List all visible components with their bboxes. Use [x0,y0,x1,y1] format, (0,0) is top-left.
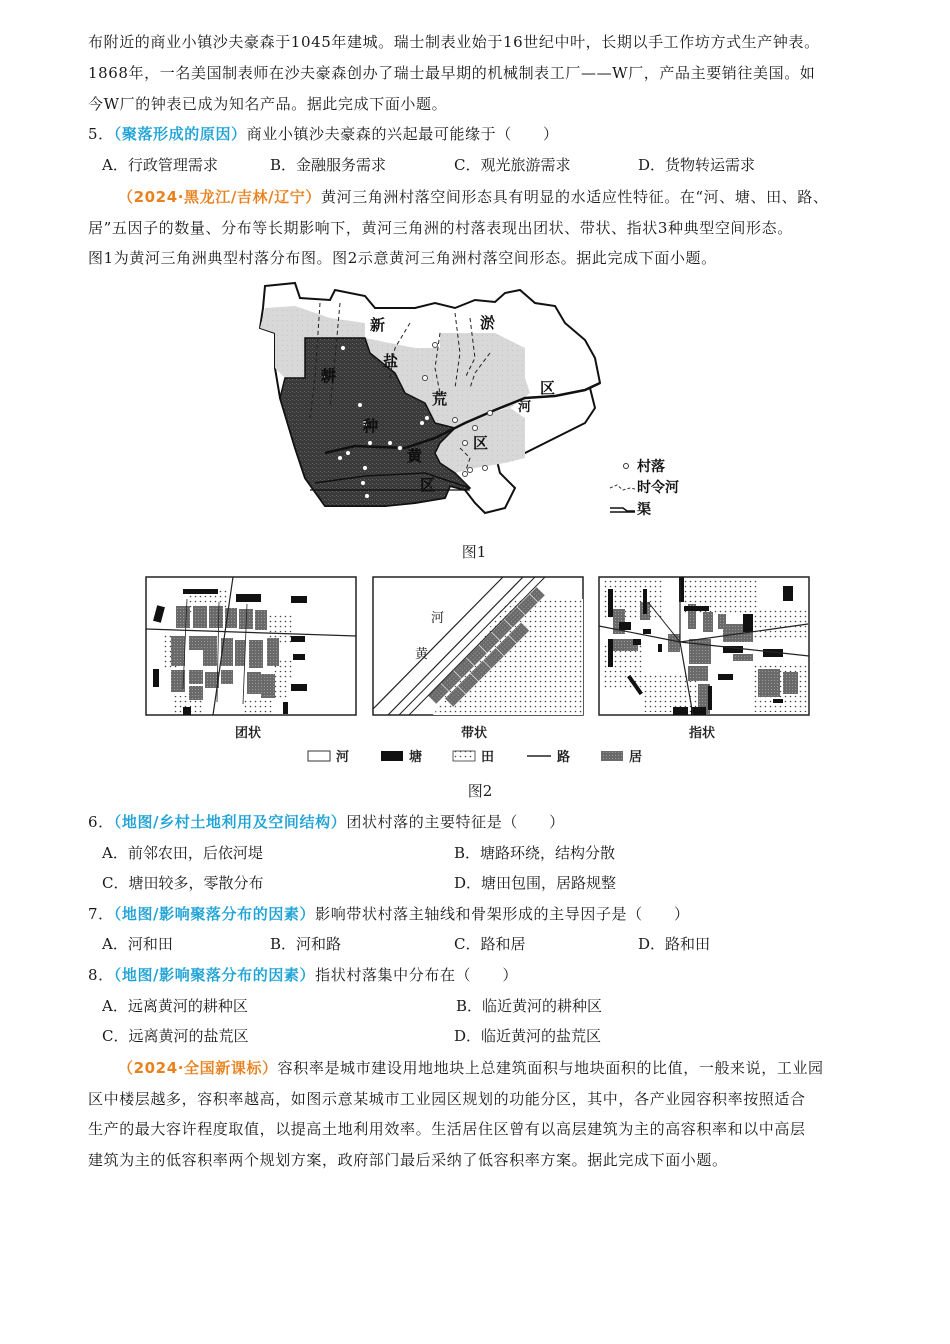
question-stem: 影响带状村落主轴线和骨架形成的主导因子是（ ） [315,905,690,923]
passage2-line-2: 居”五因子的数量、分布等长期影响下，黄河三角洲的村落表现出团状、带状、指状3种典型空间形态。 [88,219,793,237]
map-label-xin: 新 [370,316,386,334]
legend-seasonal-river: 时令河 [637,480,679,496]
map-label-qu1: 区 [540,379,556,397]
q5-option-b[interactable]: B．金融服务需求 [270,156,387,174]
intro-line-1: 布附近的商业小镇沙夫豪森于1045年建城。瑞士制表业始于16世纪中叶，长期以手工作坊方式生产钟表。 [88,33,820,51]
q8-option-b[interactable]: B．临近黄河的耕种区 [456,997,603,1015]
intro-line-2: 1868年，一名美国制表师在沙夫豪森创办了瑞士最早期的机械制表工厂——W厂，产品主要销往美国。如 [88,64,816,82]
q7-option-d[interactable]: D．路和田 [638,935,711,953]
legend-village: 村落 [637,459,665,475]
map-label-huang: 黄 [407,447,423,465]
figure1-caption: 图1 [461,543,487,561]
legend-river: 河 [336,750,350,765]
passage2-line-3: 图1为黄河三角洲典型村落分布图。图2示意黄河三角洲村落空间形态。据此完成下面小题。 [88,249,717,267]
question-stem: 团状村落的主要特征是（ ） [346,813,565,831]
source-tag: （2024·全国新课标） [118,1059,278,1077]
map-label-geng: 耕 [321,367,337,385]
passage3-line-3: 生产的最大容许程度取值，以提高土地利用效率。生活居住区曾有以高层建筑为主的高容积率和以中高层 [88,1120,806,1138]
map-label-qu2: 区 [473,434,489,452]
question-tag: （地图/影响聚落分布的因素） [113,966,316,984]
source-tag: （2024·黑龙江/吉林/辽宁） [118,188,322,206]
question-7 [88,904,690,924]
panel2-label-river: 河 [431,611,445,626]
q7-option-b[interactable]: B．河和路 [270,935,342,953]
question-tag: （地图/影响聚落分布的因素） [113,905,316,923]
question-number: 7． [88,905,114,923]
map-label-zhong: 种 [363,417,379,435]
question-6 [88,812,565,832]
question-number: 5． [88,125,114,143]
figure1-map [255,278,705,528]
q6-option-b[interactable]: B．塘路环绕，结构分散 [454,844,616,862]
passage-text: 容积率是城市建设用地地块上总建筑面积与地块面积的比值，一般来说，工业园 [277,1059,824,1077]
passage3-line-1 [118,1058,824,1078]
figure1-legend [610,458,679,518]
question-tag: （地图/乡村土地利用及空间结构） [113,813,347,831]
panel-clustered [146,577,356,715]
legend-road: 路 [557,750,571,765]
map-label-yan: 盐 [383,352,399,370]
panel-label-finger: 指状 [689,726,716,741]
q8-option-d[interactable]: D．临近黄河的盐荒区 [454,1027,602,1045]
panel2-label-yellow: 黄 [415,647,429,662]
question-tag: （聚落形成的原因） [113,125,247,143]
legend-pond: 塘 [409,750,423,765]
figure2-legend [308,749,642,765]
question-stem: 商业小镇沙夫豪森的兴起最可能缘于（ ） [246,125,559,143]
q7-option-c[interactable]: C．路和居 [454,935,526,953]
legend-field: 田 [481,750,495,765]
panel-label-linear: 带状 [461,726,488,741]
q5-option-a[interactable]: A．行政管理需求 [102,156,218,174]
q6-option-c[interactable]: C．塘田较多，零散分布 [102,874,264,892]
question-stem: 指状村落集中分布在（ ） [315,966,518,984]
q5-option-d[interactable]: D．货物转运需求 [638,156,756,174]
map-label-huang-waste: 荒 [432,390,448,408]
q5-option-c[interactable]: C．观光旅游需求 [454,156,571,174]
q8-option-c[interactable]: C．远离黄河的盐荒区 [102,1027,249,1045]
legend-residence: 居 [629,750,643,765]
q8-option-a[interactable]: A．远离黄河的耕种区 [102,997,248,1015]
panel-label-clustered: 团状 [235,726,262,741]
q6-option-d[interactable]: D．塘田包围，居路规整 [454,874,617,892]
panel-linear [373,577,583,715]
passage2-line-1 [118,187,829,207]
passage-text: 黄河三角洲村落空间形态具有明显的水适应性特征。在“河、塘、田、路、 [321,188,829,206]
map-label-yu: 淤 [480,314,496,332]
map-label-qu3: 区 [420,476,436,494]
question-8 [88,965,518,985]
question-number: 8． [88,966,114,984]
passage3-line-2: 区中楼层越多，容积率越高，如图示意某城市工业园区规划的功能分区，其中，各产业园容积率按照适合 [88,1090,806,1108]
figure2-caption: 图2 [467,782,493,800]
map-label-he: 河 [518,400,532,415]
question-5 [88,124,559,144]
panel-finger [599,577,809,715]
q6-option-a[interactable]: A．前邻农田，后依河堤 [102,844,263,862]
figure2-panels [143,574,813,769]
passage3-line-4: 建筑为主的低容积率两个规划方案，政府部门最后采纳了低容积率方案。据此完成下面小题。 [88,1151,728,1169]
legend-canal: 渠 [637,502,651,518]
q7-option-a[interactable]: A．河和田 [102,935,173,953]
intro-line-3: 今W厂的钟表已成为知名产品。据此完成下面小题。 [88,95,448,113]
question-number: 6． [88,813,114,831]
